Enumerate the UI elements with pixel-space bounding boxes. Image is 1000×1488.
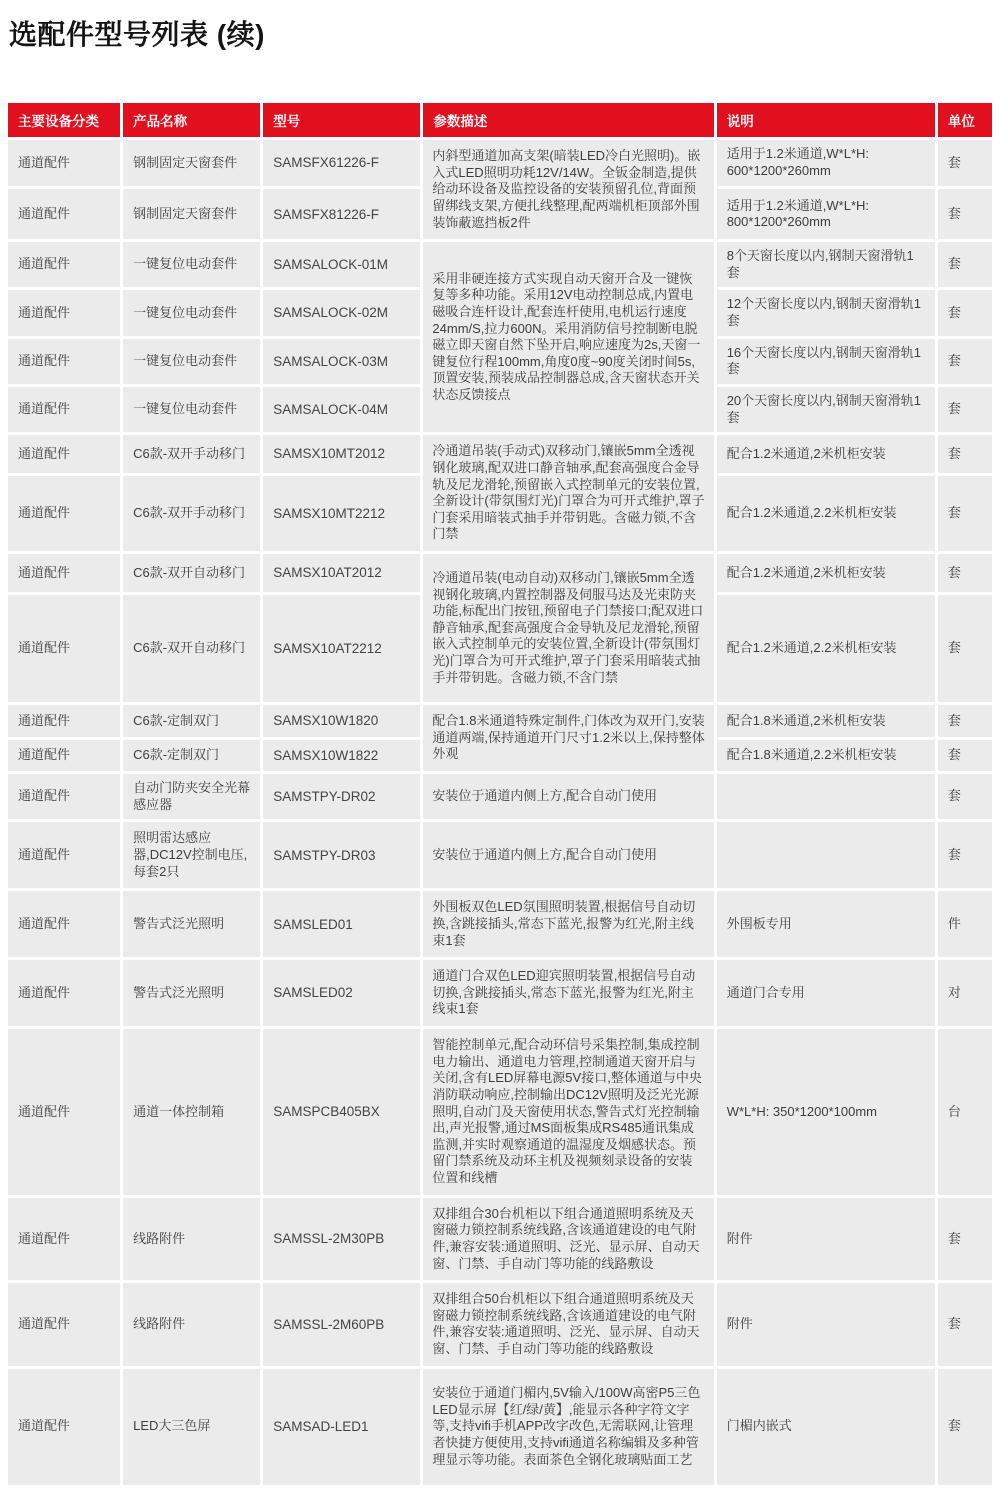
note-cell: 通道门合专用 <box>717 960 935 1026</box>
table-row <box>8 1369 992 1485</box>
unit-cell: 套 <box>938 476 992 551</box>
table-header-row <box>8 103 992 137</box>
table-row <box>8 435 992 473</box>
model-cell: SAMSTPY-DR03 <box>263 822 420 888</box>
header-product-name: 产品名称 <box>123 103 260 137</box>
description-cell: 通道门合双色LED迎宾照明装置,根据信号自动切换,含跳接插头,常态下蓝光,报警为红光,附主线束1套 <box>423 960 713 1026</box>
model-cell: SAMSX10AT2012 <box>263 554 420 592</box>
category-cell: 通道配件 <box>8 891 120 957</box>
model-cell: SAMSALOCK-02M <box>263 290 420 335</box>
unit-cell: 套 <box>938 554 992 592</box>
product-name-cell: 照明雷达感应器,DC12V控制电压,每套2只 <box>123 822 260 888</box>
description-cell: 安装位于通道门楣内,5V输入/100W高密P5三色LED显示屏【红/绿/黄】,能显示各种字符文字等,支持vifi手机APP改字改色,无需联网,让管理者快捷方便使用,支持vifi通道名称编辑及多种管理显示等功能。表面茶色全钢化玻璃贴面工艺 <box>423 1369 713 1485</box>
product-name-cell: 钢制固定天窗套件 <box>123 140 260 186</box>
product-name-cell: 线路附件 <box>123 1198 260 1281</box>
description-cell: 采用非硬连接方式实现自动天窗开合及一键恢复等多种功能。采用12V电动控制总成,内置电磁吸合连杆设计,配套连杆使用,电机运行速度24mm/S,拉力600N。采用消防信号控制断电脱磁立即天窗自然下坠开启,响应速度为2s,天窗一键复位行程100mm,角度0度~90度关闭时间5s,顶置安装,预装成品控制器总成,含天窗状态开关状态反馈接点 <box>423 242 713 432</box>
note-cell: 附件 <box>717 1283 935 1366</box>
note-cell: 附件 <box>717 1198 935 1281</box>
header-category: 主要设备分类 <box>8 103 120 137</box>
product-name-cell: C6款-双开自动移门 <box>123 595 260 702</box>
model-cell: SAMSLED01 <box>263 891 420 957</box>
note-cell: 配合1.8米通道,2米机柜安装 <box>717 705 935 736</box>
product-name-cell: LED大三色屏 <box>123 1369 260 1485</box>
category-cell: 通道配件 <box>8 554 120 592</box>
model-cell: SAMSX10AT2212 <box>263 595 420 702</box>
product-name-cell: C6款-双开手动移门 <box>123 435 260 473</box>
note-cell: 16个天窗长度以内,钢制天窗滑轨1套 <box>717 339 935 384</box>
model-cell: SAMSX10MT2212 <box>263 476 420 551</box>
unit-cell: 套 <box>938 1283 992 1366</box>
category-cell: 通道配件 <box>8 189 120 239</box>
description-cell: 双排组合50台机柜以下组合通道照明系统及天窗磁力锁控制系统线路,含该通道建设的电气附件,兼容安装:通道照明、泛光、显示屏、自动天窗、门禁、手自动门等功能的线路敷设 <box>423 1283 713 1366</box>
header-note: 说明 <box>717 103 935 137</box>
model-cell: SAMSX10MT2012 <box>263 435 420 473</box>
product-name-cell: 一键复位电动套件 <box>123 290 260 335</box>
product-name-cell: 警告式泛光照明 <box>123 891 260 957</box>
category-cell: 通道配件 <box>8 822 120 888</box>
table-row <box>8 554 992 592</box>
description-cell: 内斜型通道加高支架(暗装LED冷白光照明)。嵌入式LED照明功耗12V/14W。全钣金制造,提供给动环设备及监控设备的安装预留孔位,背面预留绑线支架,方便扎线整理,配两端机柜顶部外围装饰蔽遮挡板2件 <box>423 140 713 239</box>
table-row <box>8 960 992 1026</box>
unit-cell: 套 <box>938 189 992 239</box>
product-name-cell: C6款-双开自动移门 <box>123 554 260 592</box>
note-cell: 适用于1.2米通道,W*L*H: 800*1200*260mm <box>717 189 935 239</box>
table-row <box>8 774 992 819</box>
unit-cell: 套 <box>938 242 992 287</box>
category-cell: 通道配件 <box>8 595 120 702</box>
model-cell: SAMSAD-LED1 <box>263 1369 420 1485</box>
note-cell: W*L*H: 350*1200*100mm <box>717 1029 935 1195</box>
category-cell: 通道配件 <box>8 339 120 384</box>
page-title: 选配件型号列表 (续) <box>9 19 265 50</box>
category-cell: 通道配件 <box>8 1283 120 1366</box>
category-cell: 通道配件 <box>8 435 120 473</box>
model-cell: SAMSTPY-DR02 <box>263 774 420 819</box>
table-row <box>8 891 992 957</box>
model-cell: SAMSALOCK-03M <box>263 339 420 384</box>
model-cell: SAMSFX61226-F <box>263 140 420 186</box>
header-model: 型号 <box>263 103 420 137</box>
product-name-cell: C6款-定制双门 <box>123 740 260 771</box>
product-name-cell: 一键复位电动套件 <box>123 242 260 287</box>
product-name-cell: C6款-定制双门 <box>123 705 260 736</box>
note-cell <box>717 822 935 888</box>
header-unit: 单位 <box>938 103 992 137</box>
model-cell: SAMSALOCK-01M <box>263 242 420 287</box>
category-cell: 通道配件 <box>8 1029 120 1195</box>
description-cell: 外围板双色LED氛围照明装置,根据信号自动切换,含跳接插头,常态下蓝光,报警为红光,附主线束1套 <box>423 891 713 957</box>
table-row <box>8 242 992 287</box>
model-cell: SAMSX10W1820 <box>263 705 420 736</box>
note-cell: 配合1.2米通道,2.2米机柜安装 <box>717 595 935 702</box>
note-cell: 门楣内嵌式 <box>717 1369 935 1485</box>
unit-cell: 套 <box>938 1198 992 1281</box>
note-cell: 配合1.2米通道,2米机柜安装 <box>717 435 935 473</box>
category-cell: 通道配件 <box>8 1369 120 1485</box>
unit-cell: 台 <box>938 1029 992 1195</box>
description-cell: 冷通道吊装(手动式)双移动门,镶嵌5mm全透视钢化玻璃,配双进口静音轴承,配套高强度合金导轨及尼龙滑轮,预留嵌入式控制单元的安装位置,全新设计(带氛围灯光)门罩合为可开式维护,罩子门套采用暗装式抽手并带钥匙。含磁力锁,不含门禁 <box>423 435 713 551</box>
unit-cell: 套 <box>938 705 992 736</box>
model-cell: SAMSFX81226-F <box>263 189 420 239</box>
product-name-cell: 线路附件 <box>123 1283 260 1366</box>
category-cell: 通道配件 <box>8 960 120 1026</box>
header-description: 参数描述 <box>423 103 713 137</box>
table-row <box>8 1029 992 1195</box>
category-cell: 通道配件 <box>8 387 120 432</box>
unit-cell: 套 <box>938 387 992 432</box>
product-name-cell: 警告式泛光照明 <box>123 960 260 1026</box>
model-cell: SAMSLED02 <box>263 960 420 1026</box>
table-row <box>8 1198 992 1281</box>
unit-cell: 对 <box>938 960 992 1026</box>
unit-cell: 套 <box>938 774 992 819</box>
category-cell: 通道配件 <box>8 705 120 736</box>
model-cell: SAMSX10W1822 <box>263 740 420 771</box>
unit-cell: 套 <box>938 339 992 384</box>
description-cell: 冷通道吊装(电动自动)双移动门,镶嵌5mm全透视钢化玻璃,内置控制器及伺服马达及光束防夹功能,标配出门按钮,预留电子门禁接口;配双进口静音轴承,配套高强度合金导轨及尼龙滑轮,预留嵌入式控制单元的安装位置,全新设计(带氛围灯光)门罩合为可开式维护,罩子门套采用暗装式抽手并带钥匙。含磁力锁,不含门禁 <box>423 554 713 702</box>
product-name-cell: C6款-双开手动移门 <box>123 476 260 551</box>
table-row <box>8 140 992 186</box>
note-cell: 配合1.2米通道,2.2米机柜安装 <box>717 476 935 551</box>
product-name-cell: 一键复位电动套件 <box>123 339 260 384</box>
product-name-cell: 钢制固定天窗套件 <box>123 189 260 239</box>
unit-cell: 套 <box>938 290 992 335</box>
description-cell: 安装位于通道内侧上方,配合自动门使用 <box>423 822 713 888</box>
category-cell: 通道配件 <box>8 740 120 771</box>
accessory-model-table <box>5 100 995 1488</box>
category-cell: 通道配件 <box>8 1198 120 1281</box>
table-row <box>8 1283 992 1366</box>
model-cell: SAMSALOCK-04M <box>263 387 420 432</box>
note-cell: 12个天窗长度以内,钢制天窗滑轨1套 <box>717 290 935 335</box>
model-cell: SAMSPCB405BX <box>263 1029 420 1195</box>
note-cell: 20个天窗长度以内,钢制天窗滑轨1套 <box>717 387 935 432</box>
description-cell: 安装位于通道内侧上方,配合自动门使用 <box>423 774 713 819</box>
category-cell: 通道配件 <box>8 290 120 335</box>
unit-cell: 套 <box>938 140 992 186</box>
note-cell <box>717 774 935 819</box>
description-cell: 智能控制单元,配合动环信号采集控制,集成控制电力输出、通道电力管理,控制通道天窗开启与关闭,含有LED屏幕电源5V接口,整体通道与中央消防联动响应,控制输出DC12V照明及泛光光源照明,自动门及天窗使用状态,警告式灯光控制输出,声光报警,通过MS面板集成RS485通讯集成监测,并实时观察通道的温湿度及烟感状态。预留门禁系统及动环主机及视频刻录设备的安装位置和线槽 <box>423 1029 713 1195</box>
product-name-cell: 自动门防夹安全光幕感应器 <box>123 774 260 819</box>
model-cell: SAMSSL-2M60PB <box>263 1283 420 1366</box>
description-cell: 配合1.8米通道特殊定制件,门体改为双开门,安装通道两端,保持通道开门尺寸1.2米以上,保持整体外观 <box>423 705 713 771</box>
table-row <box>8 705 992 736</box>
description-cell: 双排组合30台机柜以下组合通道照明系统及天窗磁力锁控制系统线路,含该通道建设的电气附件,兼容安装:通道照明、泛光、显示屏、自动天窗、门禁、手自动门等功能的线路敷设 <box>423 1198 713 1281</box>
note-cell: 适用于1.2米通道,W*L*H: 600*1200*260mm <box>717 140 935 186</box>
table-row <box>8 822 992 888</box>
unit-cell: 套 <box>938 1369 992 1485</box>
unit-cell: 套 <box>938 595 992 702</box>
unit-cell: 套 <box>938 822 992 888</box>
category-cell: 通道配件 <box>8 140 120 186</box>
category-cell: 通道配件 <box>8 774 120 819</box>
note-cell: 8个天窗长度以内,钢制天窗滑轨1套 <box>717 242 935 287</box>
unit-cell: 套 <box>938 740 992 771</box>
unit-cell: 套 <box>938 435 992 473</box>
product-name-cell: 通道一体控制箱 <box>123 1029 260 1195</box>
category-cell: 通道配件 <box>8 476 120 551</box>
category-cell: 通道配件 <box>8 242 120 287</box>
note-cell: 外围板专用 <box>717 891 935 957</box>
unit-cell: 件 <box>938 891 992 957</box>
note-cell: 配合1.2米通道,2米机柜安装 <box>717 554 935 592</box>
product-name-cell: 一键复位电动套件 <box>123 387 260 432</box>
model-cell: SAMSSL-2M30PB <box>263 1198 420 1281</box>
note-cell: 配合1.8米通道,2.2米机柜安装 <box>717 740 935 771</box>
